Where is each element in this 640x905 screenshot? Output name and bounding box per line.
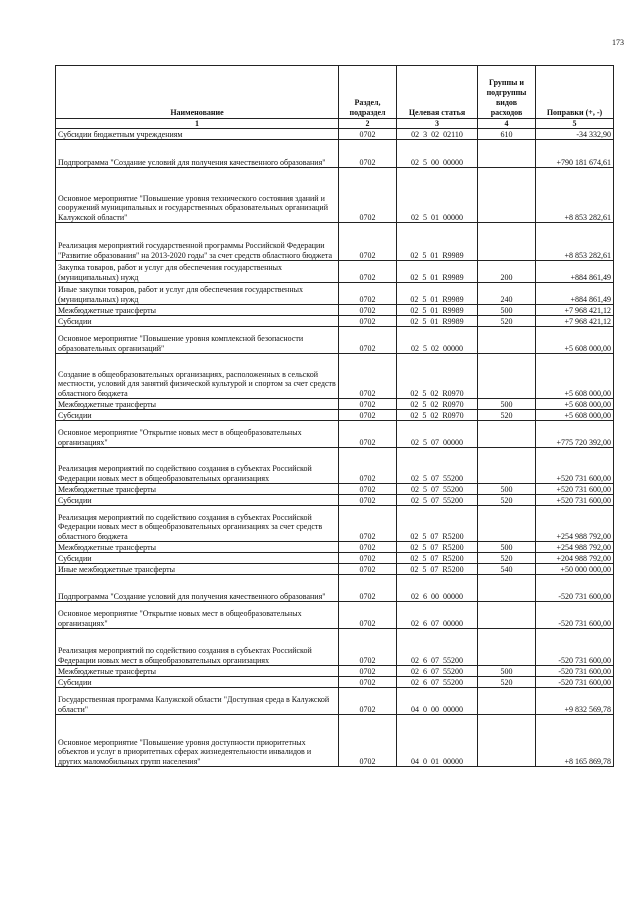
cell-amendment: -520 731 600,00 — [536, 629, 614, 666]
header-group: Группы и подгруппы видов расходов — [478, 66, 536, 119]
cell-name: Основное мероприятие "Повышение уровня технического состояния зданий и сооружений муниципальных и государственных образовательных организаций Калужской области" — [56, 168, 339, 223]
cell-section: 0702 — [339, 421, 397, 448]
cell-target: 02 5 01 R9989 — [397, 283, 478, 305]
table-row — [56, 261, 614, 283]
cell-group — [478, 629, 536, 666]
cell-amendment: +520 731 600,00 — [536, 484, 614, 495]
column-number: 5 — [536, 119, 614, 129]
cell-amendment: +884 861,49 — [536, 283, 614, 305]
cell-group: 240 — [478, 283, 536, 305]
cell-amendment: +254 988 792,00 — [536, 542, 614, 553]
cell-section: 0702 — [339, 629, 397, 666]
table-row — [56, 399, 614, 410]
cell-section: 0702 — [339, 506, 397, 542]
table-body — [56, 129, 614, 767]
cell-section: 0702 — [339, 327, 397, 354]
cell-name: Межбюджетные трансферты — [56, 484, 339, 495]
cell-target: 02 5 02 R0970 — [397, 399, 478, 410]
cell-group: 520 — [478, 677, 536, 688]
cell-group — [478, 223, 536, 261]
cell-amendment: +5 608 000,00 — [536, 410, 614, 421]
cell-section: 0702 — [339, 715, 397, 767]
cell-section: 0702 — [339, 223, 397, 261]
column-number: 4 — [478, 119, 536, 129]
cell-name: Основное мероприятие "Повышение уровня доступности приоритетных объектов и услуг в приоритетных сферах жизнедеятельности инвалидов и других маломобильных групп населения" — [56, 715, 339, 767]
cell-section: 0702 — [339, 495, 397, 506]
cell-group: 200 — [478, 261, 536, 283]
cell-target: 02 6 07 55200 — [397, 677, 478, 688]
column-number: 3 — [397, 119, 478, 129]
header-section: Раздел, подраздел — [339, 66, 397, 119]
budget-amendments-table — [55, 65, 614, 767]
cell-group: 610 — [478, 129, 536, 140]
cell-section: 0702 — [339, 316, 397, 327]
cell-section: 0702 — [339, 168, 397, 223]
table-row — [56, 677, 614, 688]
cell-section: 0702 — [339, 575, 397, 602]
cell-name: Основное мероприятие "Открытие новых мест в общеобразовательных организациях" — [56, 602, 339, 629]
cell-group — [478, 327, 536, 354]
cell-target: 02 6 00 00000 — [397, 575, 478, 602]
cell-target: 02 5 07 R5200 — [397, 564, 478, 575]
table-row — [56, 316, 614, 327]
cell-section: 0702 — [339, 410, 397, 421]
cell-amendment: +5 608 000,00 — [536, 399, 614, 410]
cell-section: 0702 — [339, 666, 397, 677]
cell-target: 02 6 07 55200 — [397, 629, 478, 666]
cell-target: 02 5 02 R0970 — [397, 410, 478, 421]
table-header-row — [56, 66, 614, 119]
cell-name: Субсидии — [56, 553, 339, 564]
cell-amendment: +520 731 600,00 — [536, 448, 614, 484]
cell-target: 02 5 07 R5200 — [397, 553, 478, 564]
cell-section: 0702 — [339, 553, 397, 564]
cell-name: Реализация мероприятий по содействию создания в субъектах Российской Федерации новых мест в общеобразовательных организациях — [56, 448, 339, 484]
cell-amendment: -520 731 600,00 — [536, 666, 614, 677]
cell-target: 04 0 00 00000 — [397, 688, 478, 715]
cell-group — [478, 688, 536, 715]
cell-amendment: +790 181 674,61 — [536, 140, 614, 168]
cell-section: 0702 — [339, 602, 397, 629]
cell-name: Межбюджетные трансферты — [56, 542, 339, 553]
cell-group: 500 — [478, 666, 536, 677]
cell-target: 02 5 07 55200 — [397, 484, 478, 495]
table-row — [56, 564, 614, 575]
cell-group: 520 — [478, 316, 536, 327]
cell-amendment: +50 000 000,00 — [536, 564, 614, 575]
cell-name: Субсидии — [56, 677, 339, 688]
cell-name: Государственная программа Калужской области "Доступная среда в Калужской области" — [56, 688, 339, 715]
cell-target: 04 0 01 00000 — [397, 715, 478, 767]
cell-section: 0702 — [339, 354, 397, 399]
table-row — [56, 666, 614, 677]
cell-group — [478, 575, 536, 602]
cell-group — [478, 140, 536, 168]
table-row — [56, 129, 614, 140]
table-row — [56, 305, 614, 316]
table-row — [56, 506, 614, 542]
column-number: 1 — [56, 119, 339, 129]
cell-section: 0702 — [339, 564, 397, 575]
cell-section: 0702 — [339, 677, 397, 688]
table-row — [56, 575, 614, 602]
cell-amendment: +9 832 569,78 — [536, 688, 614, 715]
header-name: Наименование — [56, 66, 339, 119]
cell-target: 02 6 07 55200 — [397, 666, 478, 677]
cell-amendment: +884 861,49 — [536, 261, 614, 283]
table-row — [56, 629, 614, 666]
cell-target: 02 5 07 00000 — [397, 421, 478, 448]
cell-target: 02 5 01 00000 — [397, 168, 478, 223]
cell-target: 02 5 01 R9989 — [397, 223, 478, 261]
cell-name: Подпрограмма "Создание условий для получения качественного образования" — [56, 575, 339, 602]
cell-group: 540 — [478, 564, 536, 575]
cell-name: Основное мероприятие "Повышение уровня комплексной безопасности образовательных организаций" — [56, 327, 339, 354]
cell-target: 02 3 02 02110 — [397, 129, 478, 140]
table-row — [56, 354, 614, 399]
cell-amendment: +775 720 392,00 — [536, 421, 614, 448]
cell-target: 02 5 01 R9989 — [397, 261, 478, 283]
column-number: 2 — [339, 119, 397, 129]
cell-amendment: +5 608 000,00 — [536, 354, 614, 399]
table-row — [56, 542, 614, 553]
cell-name: Межбюджетные трансферты — [56, 399, 339, 410]
cell-section: 0702 — [339, 448, 397, 484]
cell-name: Субсидии — [56, 410, 339, 421]
cell-target: 02 5 07 R5200 — [397, 506, 478, 542]
cell-name: Иные закупки товаров, работ и услуг для обеспечения государственных (муниципальных) нужд — [56, 283, 339, 305]
cell-group: 520 — [478, 410, 536, 421]
cell-amendment: +7 968 421,12 — [536, 316, 614, 327]
cell-amendment: +520 731 600,00 — [536, 495, 614, 506]
table-row — [56, 140, 614, 168]
table-row — [56, 223, 614, 261]
cell-amendment: -520 731 600,00 — [536, 575, 614, 602]
header-target: Целевая статья — [397, 66, 478, 119]
cell-target: 02 5 01 R9989 — [397, 316, 478, 327]
table-row — [56, 283, 614, 305]
cell-target: 02 5 02 R0970 — [397, 354, 478, 399]
cell-amendment: +7 968 421,12 — [536, 305, 614, 316]
cell-section: 0702 — [339, 484, 397, 495]
table-row — [56, 495, 614, 506]
cell-section: 0702 — [339, 399, 397, 410]
cell-section: 0702 — [339, 140, 397, 168]
table-row — [56, 688, 614, 715]
cell-group — [478, 448, 536, 484]
table-row — [56, 448, 614, 484]
cell-target: 02 5 00 00000 — [397, 140, 478, 168]
cell-name: Субсидии — [56, 316, 339, 327]
table-row — [56, 553, 614, 564]
cell-group: 500 — [478, 305, 536, 316]
cell-section: 0702 — [339, 688, 397, 715]
cell-amendment: -34 332,90 — [536, 129, 614, 140]
cell-group — [478, 354, 536, 399]
cell-amendment: +8 853 282,61 — [536, 223, 614, 261]
cell-amendment: +8 165 869,78 — [536, 715, 614, 767]
cell-group — [478, 715, 536, 767]
table-row — [56, 421, 614, 448]
cell-group — [478, 421, 536, 448]
cell-section: 0702 — [339, 261, 397, 283]
table-row — [56, 327, 614, 354]
table-row — [56, 484, 614, 495]
table-row — [56, 715, 614, 767]
cell-name: Основное мероприятие "Открытие новых мест в общеобразовательных организациях" — [56, 421, 339, 448]
cell-section: 0702 — [339, 542, 397, 553]
cell-amendment: -520 731 600,00 — [536, 602, 614, 629]
cell-section: 0702 — [339, 129, 397, 140]
cell-target: 02 5 01 R9989 — [397, 305, 478, 316]
cell-target: 02 5 07 R5200 — [397, 542, 478, 553]
cell-amendment: +5 608 000,00 — [536, 327, 614, 354]
cell-name: Реализация мероприятий по содействию создания в субъектах Российской Федерации новых мест в общеобразовательных организациях — [56, 629, 339, 666]
cell-target: 02 6 07 00000 — [397, 602, 478, 629]
column-number-row — [56, 119, 614, 129]
cell-name: Подпрограмма "Создание условий для получения качественного образования" — [56, 140, 339, 168]
cell-group: 520 — [478, 553, 536, 564]
cell-group — [478, 506, 536, 542]
page-number: 173 — [612, 38, 624, 47]
cell-group — [478, 602, 536, 629]
cell-name: Межбюджетные трансферты — [56, 305, 339, 316]
cell-section: 0702 — [339, 283, 397, 305]
cell-name: Закупка товаров, работ и услуг для обеспечения государственных (муниципальных) нужд — [56, 261, 339, 283]
cell-group — [478, 168, 536, 223]
cell-name: Реализация мероприятий государственной программы Российской Федерации "Развитие образования" на 2013-2020 годы" за счет средств областного бюджета — [56, 223, 339, 261]
cell-group: 500 — [478, 399, 536, 410]
cell-group: 520 — [478, 495, 536, 506]
table-row — [56, 410, 614, 421]
cell-group: 500 — [478, 484, 536, 495]
cell-name: Создание в общеобразовательных организациях, расположенных в сельской местности, условий для занятий физической культурой и спортом за счет средств областного бюджета — [56, 354, 339, 399]
cell-name: Иные межбюджетные трансферты — [56, 564, 339, 575]
cell-group: 500 — [478, 542, 536, 553]
cell-amendment: +254 988 792,00 — [536, 506, 614, 542]
cell-name: Межбюджетные трансферты — [56, 666, 339, 677]
cell-name: Реализация мероприятий по содействию создания в субъектах Российской Федерации новых мест в общеобразовательных организациях за счет средств областного бюджета — [56, 506, 339, 542]
table-row — [56, 168, 614, 223]
cell-name: Субсидии бюджетным учреждениям — [56, 129, 339, 140]
cell-section: 0702 — [339, 305, 397, 316]
cell-name: Субсидии — [56, 495, 339, 506]
cell-amendment: -520 731 600,00 — [536, 677, 614, 688]
cell-target: 02 5 07 55200 — [397, 448, 478, 484]
cell-target: 02 5 07 55200 — [397, 495, 478, 506]
header-amendment: Поправки (+, -) — [536, 66, 614, 119]
cell-amendment: +204 988 792,00 — [536, 553, 614, 564]
cell-target: 02 5 02 00000 — [397, 327, 478, 354]
cell-amendment: +8 853 282,61 — [536, 168, 614, 223]
table-row — [56, 602, 614, 629]
